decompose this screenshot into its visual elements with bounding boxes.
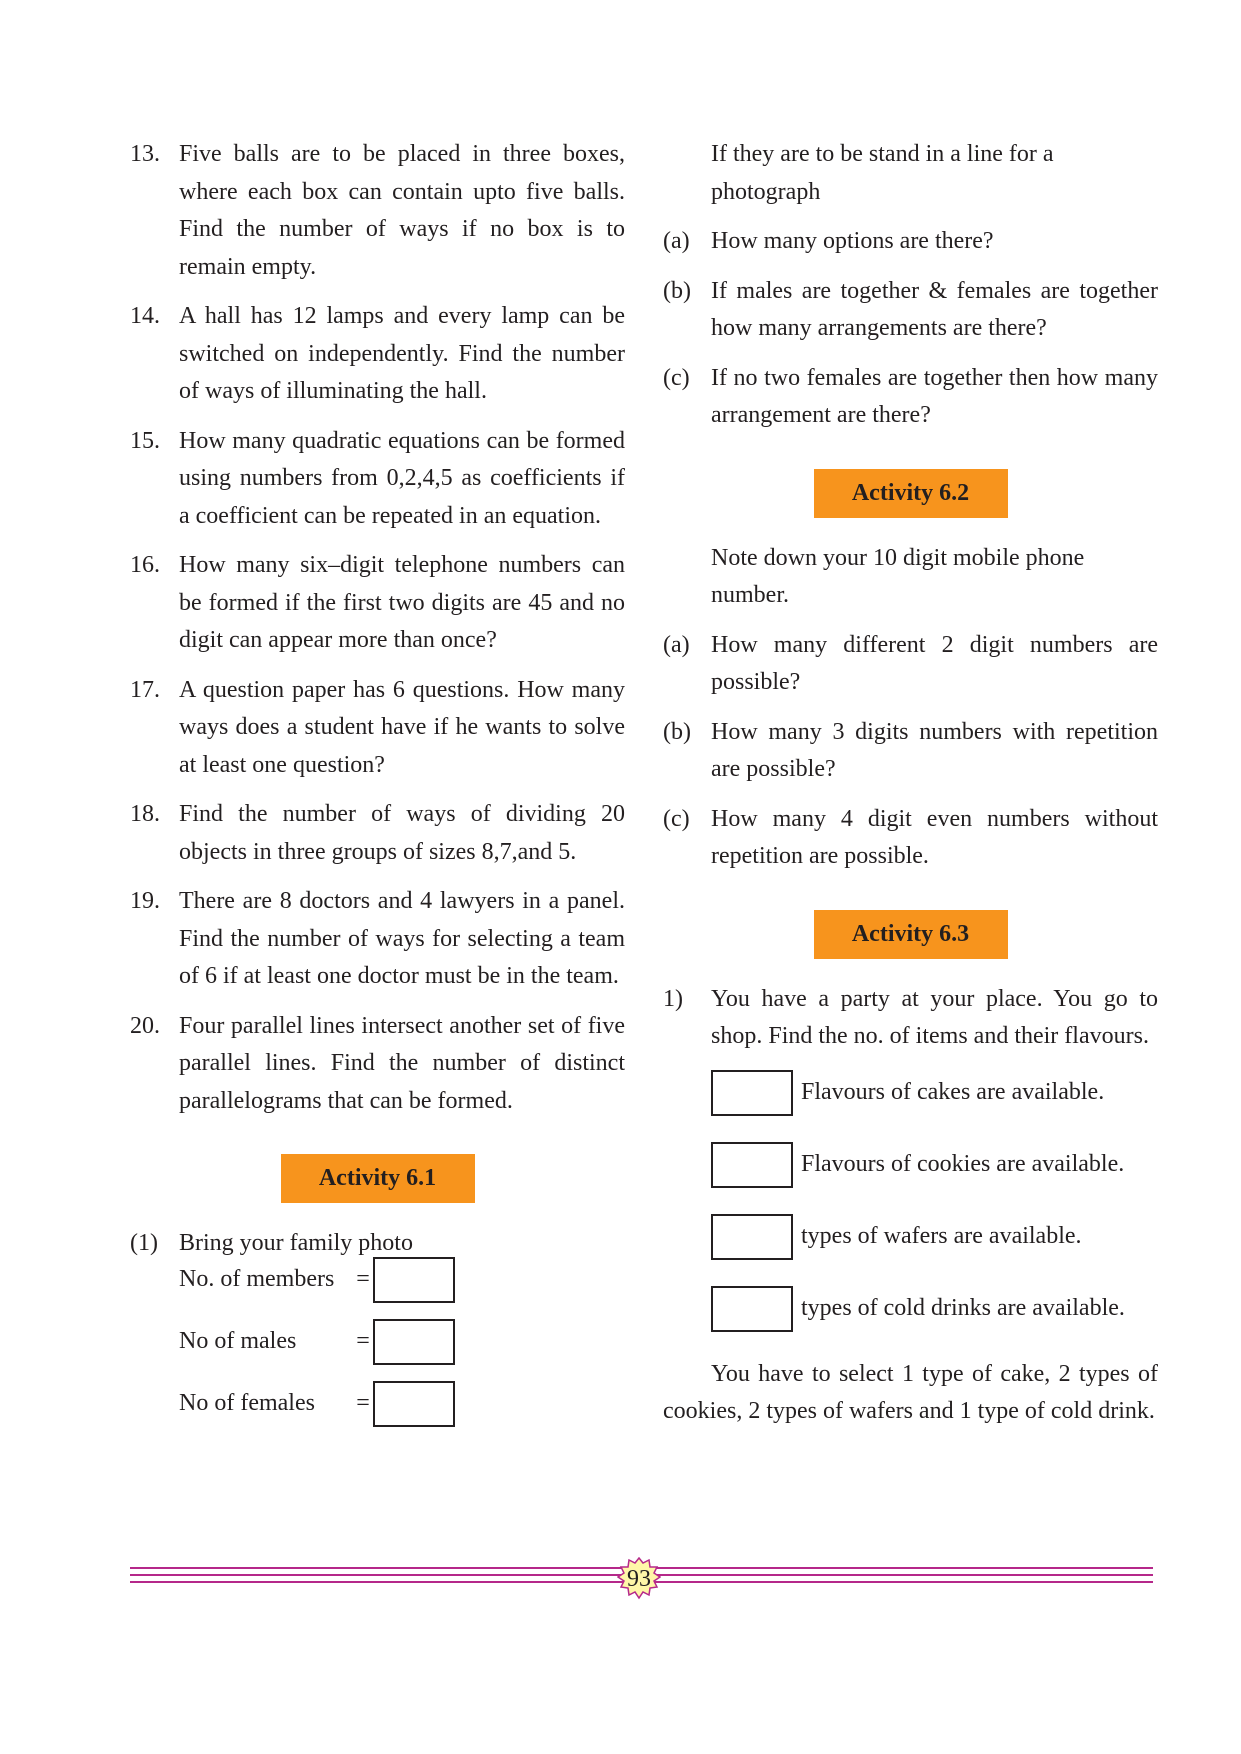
question-text: A question paper has 6 questions. How many ways does a student have if he wants to solve at least one question? [179, 676, 625, 778]
item-number: (b) [663, 718, 691, 745]
cakes-row [663, 1068, 1158, 1118]
question-text: Five balls are to be placed in three boxes, where each box can contain upto five balls. Find the number of ways if no box is to remain empty. [179, 141, 625, 280]
question-number: 13. [130, 141, 160, 167]
wafers-row [663, 1212, 1158, 1262]
item-text: How many different 2 digit numbers are possible? [711, 631, 1158, 695]
activity-6-1-heading: Activity 6.1 [281, 1154, 475, 1203]
question-20 [130, 1008, 625, 1121]
item-text: Bring your family photo [179, 1230, 413, 1256]
question-15 [130, 423, 625, 536]
question-text: Find the number of ways of dividing 20 objects in three groups of sizes 8,7,and 5. [179, 801, 625, 865]
mobile-intro: Note down your 10 digit mobile phone number. [711, 544, 1085, 608]
activity-6-2-heading: Activity 6.2 [814, 469, 1008, 518]
photo-item-b [663, 273, 1158, 348]
cakes-answer-box[interactable] [711, 1070, 793, 1116]
members-answer-box[interactable] [373, 1257, 455, 1303]
mobile-item-a [663, 627, 1158, 702]
item-number: (c) [663, 364, 690, 391]
question-text: How many quadratic equations can be formed using numbers from 0,2,4,5 as coefficients if a coefficient can be repeated in an equation. [179, 427, 625, 529]
females-label: No of females [179, 1389, 315, 1416]
photo-intro: If they are to be stand in a line for a photograph [711, 141, 1054, 205]
question-number: 14. [130, 303, 160, 329]
page-number: 93 [627, 1566, 651, 1592]
page-footer [130, 1563, 1153, 1593]
mobile-item-b [663, 714, 1158, 789]
mobile-item-c [663, 801, 1158, 876]
right-column [663, 136, 1158, 1431]
cookies-label: Flavours of cookies are available. [801, 1150, 1125, 1177]
question-number: 18. [130, 801, 160, 827]
members-label: No. of members [179, 1265, 335, 1292]
question-18 [130, 796, 625, 871]
question-number: 15. [130, 427, 160, 454]
males-answer-box[interactable] [373, 1319, 455, 1365]
cakes-label: Flavours of cakes are available. [801, 1078, 1105, 1105]
item-text: How many 3 digits numbers with repetition are possible? [711, 718, 1158, 782]
question-19 [130, 883, 625, 996]
photo-item-c [663, 360, 1158, 435]
question-number: 20. [130, 1012, 160, 1039]
item-number: 1) [663, 985, 683, 1012]
item-number: (1) [130, 1230, 158, 1256]
question-number: 16. [130, 552, 160, 578]
males-row [130, 1317, 625, 1367]
cold-drinks-row [663, 1284, 1158, 1334]
question-text: There are 8 doctors and 4 lawyers in a panel. Find the number of ways for selecting a team of 6 if at least one doctor must be in the team. [179, 888, 625, 989]
cookies-answer-box[interactable] [711, 1142, 793, 1188]
question-text: How many six–digit telephone numbers can be formed if the first two digits are 45 and no digit can appear more than once? [179, 552, 625, 653]
left-column [130, 136, 625, 1441]
activity-6-3-heading: Activity 6.3 [814, 910, 1008, 959]
cookies-row [663, 1140, 1158, 1190]
females-answer-box[interactable] [373, 1381, 455, 1427]
equals-sign: = [356, 1327, 370, 1354]
item-text: If no two females are together then how many arrangement are there? [711, 364, 1158, 428]
photo-item-a [663, 223, 1158, 261]
cold-drinks-answer-box[interactable] [711, 1286, 793, 1332]
question-17 [130, 672, 625, 785]
equals-sign: = [356, 1389, 370, 1416]
question-number: 19. [130, 888, 160, 914]
item-number: (b) [663, 277, 691, 304]
page-number-badge [617, 1557, 661, 1601]
question-text: Four parallel lines intersect another set of five parallel lines. Find the number of distinct parallelograms that can be formed. [179, 1012, 625, 1114]
males-label: No of males [179, 1327, 297, 1354]
item-text: How many 4 digit even numbers without repetition are possible. [711, 805, 1158, 869]
question-14 [130, 298, 625, 411]
question-number: 17. [130, 676, 160, 703]
question-text: A hall has 12 lamps and every lamp can be switched on independently. Find the number of ways of illuminating the hall. [179, 303, 625, 404]
selection-paragraph: You have to select 1 type of cake, 2 types of cookies, 2 types of wafers and 1 type of cold drink. [663, 1360, 1158, 1424]
females-row [130, 1379, 625, 1429]
equals-sign: = [356, 1265, 370, 1292]
item-text: How many options are there? [711, 228, 994, 254]
party-item [663, 981, 1158, 1056]
question-13 [130, 136, 625, 286]
question-16 [130, 547, 625, 660]
cold-drinks-label: types of cold drinks are available. [801, 1294, 1125, 1321]
wafers-answer-box[interactable] [711, 1214, 793, 1260]
item-text: If males are together & females are together how many arrangements are there? [711, 277, 1158, 341]
item-number: (a) [663, 228, 690, 254]
item-number: (c) [663, 805, 690, 832]
wafers-label: types of wafers are available. [801, 1222, 1082, 1249]
item-text: You have a party at your place. You go to shop. Find the no. of items and their flavours. [711, 985, 1158, 1049]
item-number: (a) [663, 631, 690, 658]
